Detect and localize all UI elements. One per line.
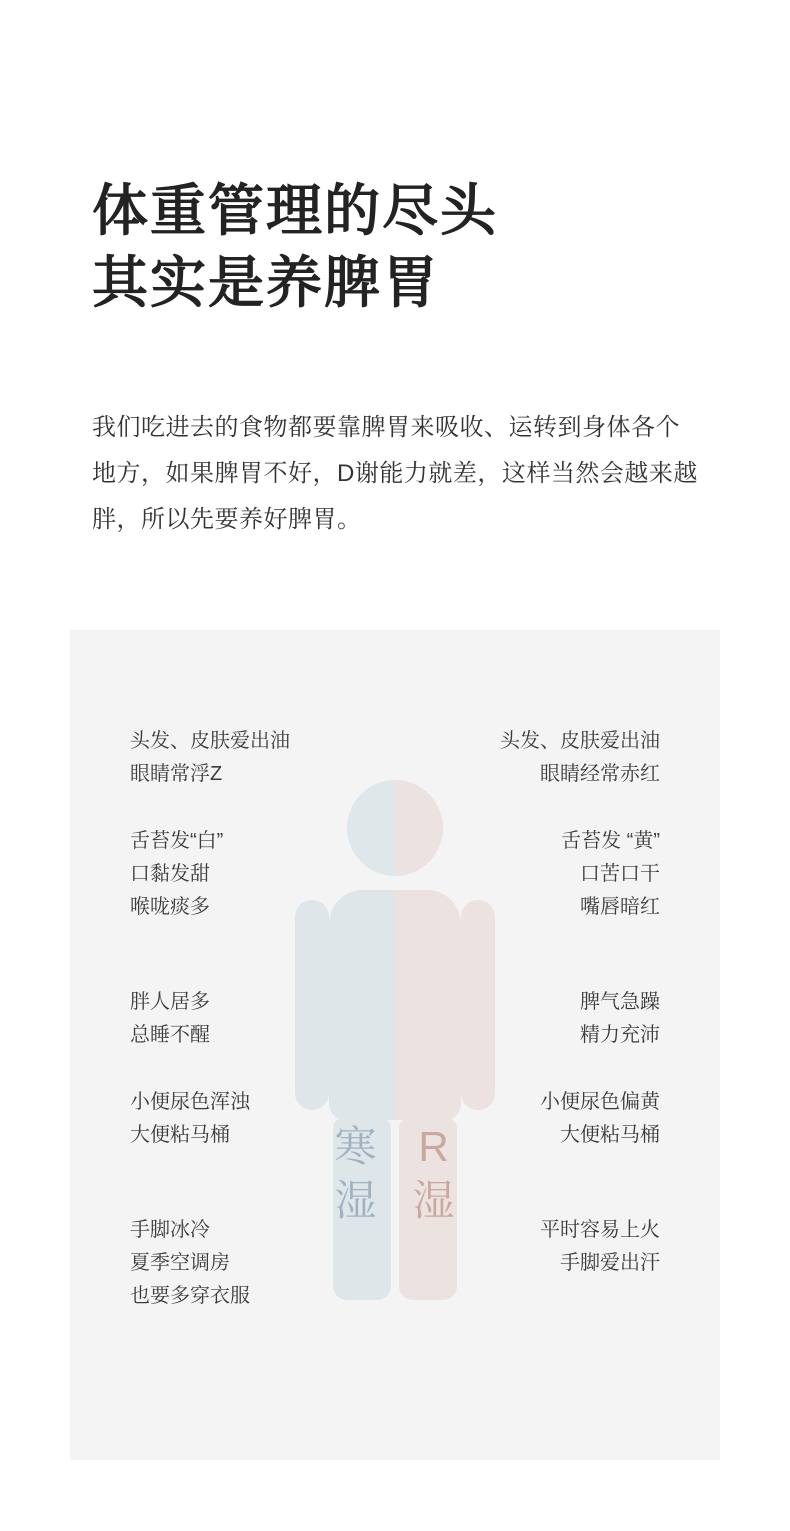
watermark-cold-char-1: 寒 xyxy=(334,1123,378,1170)
symptom-group-left-2 xyxy=(130,825,340,924)
symptom-line: 头发、皮肤爱出油 xyxy=(130,730,290,752)
symptom-line: 手脚爱出汗 xyxy=(560,1252,660,1274)
symptom-line: 眼睛常浮Z xyxy=(130,763,223,785)
figure-leg-left xyxy=(333,1118,391,1300)
symptom-line: 眼睛经常赤红 xyxy=(540,763,660,785)
page-title-line-2: 其实是养脾胃 xyxy=(92,251,440,314)
figure-leg-right xyxy=(399,1118,457,1300)
symptom-line: 夏季空调房 xyxy=(130,1252,230,1274)
symptom-diagram-panel xyxy=(70,630,720,1460)
symptom-line: 平时容易上火 xyxy=(540,1219,660,1241)
figure-head-left-half xyxy=(347,780,395,876)
symptom-line: 胖人居多 xyxy=(130,991,210,1013)
watermark-hot-char-2: 湿 xyxy=(412,1177,456,1224)
lead-paragraph-block xyxy=(92,405,700,543)
symptom-group-right-2 xyxy=(450,825,660,924)
symptom-line: 大便粘马桶 xyxy=(560,1124,660,1146)
symptom-labels-left xyxy=(130,725,340,1339)
page-title xyxy=(92,175,712,319)
symptom-labels-right xyxy=(450,725,660,1306)
symptom-group-left-4 xyxy=(130,1086,340,1152)
watermark-cold-char-2: 湿 xyxy=(334,1177,378,1224)
symptom-line: 喉咙痰多 xyxy=(130,896,210,918)
symptom-group-right-4 xyxy=(450,1086,660,1152)
symptom-group-left-3 xyxy=(130,986,340,1052)
symptom-line: 总睡不醒 xyxy=(130,1024,210,1046)
figure-head xyxy=(347,780,443,876)
symptom-line: 舌苔发“白” xyxy=(130,830,224,852)
symptom-line: 精力充沛 xyxy=(580,1024,660,1046)
symptom-group-right-5 xyxy=(450,1214,660,1280)
symptom-line: 舌苔发 “黄” xyxy=(561,830,660,852)
symptom-line: 嘴唇暗红 xyxy=(580,896,660,918)
symptom-line: 小便尿色浑浊 xyxy=(130,1091,250,1113)
watermark-hot-char-1: R xyxy=(418,1123,450,1170)
lead-paragraph-text: 我们吃进去的食物都要靠脾胃来吸收、运转到身体各个地方，如果脾胃不好，D谢能力就差，这样当然会越来越胖，所以先要养好脾胃。 xyxy=(92,414,698,533)
symptom-line: 口苦口干 xyxy=(580,863,660,885)
symptom-group-left-1 xyxy=(130,725,340,791)
symptom-group-left-5 xyxy=(130,1214,340,1313)
figure-torso xyxy=(329,890,461,1120)
symptom-line: 脾气急躁 xyxy=(580,991,660,1013)
page-title-line-1: 体重管理的尽头 xyxy=(92,179,498,242)
symptom-line: 大便粘马桶 xyxy=(130,1124,230,1146)
symptom-line: 口黏发甜 xyxy=(130,863,210,885)
symptom-line: 头发、皮肤爱出油 xyxy=(500,730,660,752)
symptom-group-right-1 xyxy=(450,725,660,791)
symptom-line: 也要多穿衣服 xyxy=(130,1285,250,1307)
symptom-line: 手脚冰冷 xyxy=(130,1219,210,1241)
figure-head-right-half xyxy=(395,780,443,876)
symptom-group-right-3 xyxy=(450,986,660,1052)
symptom-line: 小便尿色偏黄 xyxy=(540,1091,660,1113)
